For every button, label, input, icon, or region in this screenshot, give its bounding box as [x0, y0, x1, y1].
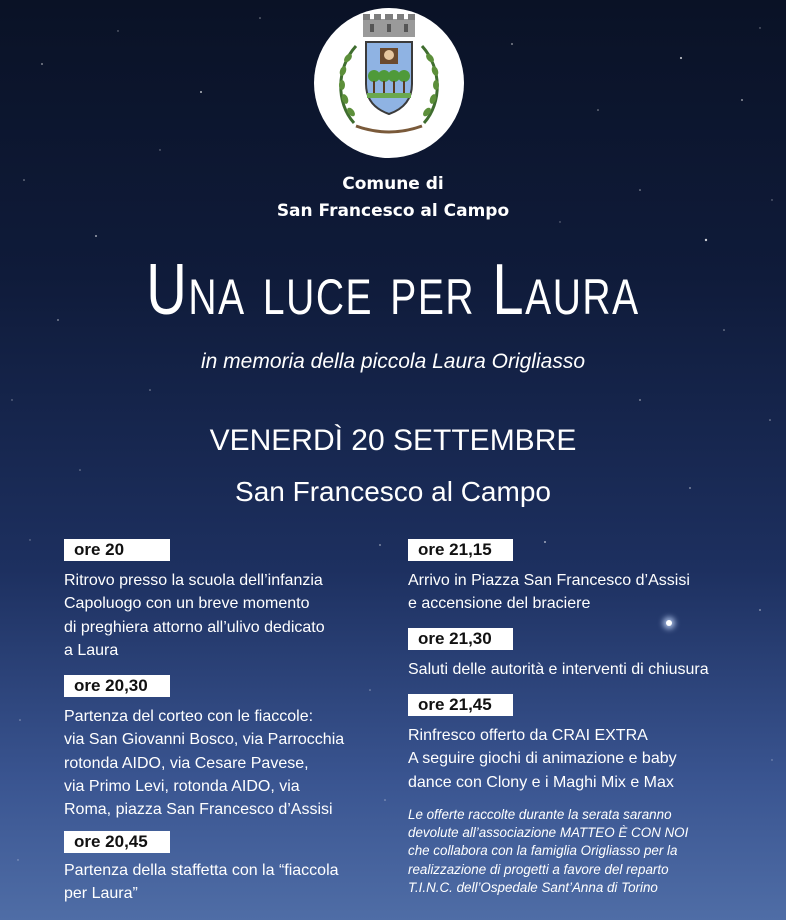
schedule-description: Partenza del corteo con le fiaccole: via San Giovanni Bosco, via Parrocchia rotonda AIDO, via Cesare Pavese, via Primo Levi, rotonda AIDO, via Roma, piazza San Francesco d’Assisi: [64, 708, 345, 819]
time-badge: ore 21,45: [408, 694, 513, 716]
time-badge: ore 20,30: [64, 675, 170, 697]
comune-name: San Francesco al Campo: [276, 201, 510, 221]
municipal-coat-of-arms-icon: [314, 8, 464, 158]
time-badge: ore 21,15: [408, 539, 513, 561]
schedule-description: Ritrovo presso la scuola dell’infanzia Capoluogo con un breve momento di preghiera attorno all’ulivo dedicato a Laura: [64, 572, 325, 659]
schedule-description: Saluti delle autorità e interventi di chiusura: [408, 661, 709, 678]
time-badge: ore 20: [64, 539, 170, 561]
event-date: VENERDÌ 20 SETTEMBRE: [209, 424, 577, 457]
event-title: Una luce per Laura: [146, 250, 640, 330]
schedule-description: Rinfresco offerto da CRAI EXTRA A seguire giochi di animazione e baby dance con Clony e i Maghi Mix e Max: [408, 727, 677, 791]
event-subtitle: in memoria della piccola Laura Origliasso: [200, 350, 585, 373]
time-badge: ore 20,45: [64, 831, 170, 853]
event-place: San Francesco al Campo: [235, 476, 551, 507]
donation-note: Le offerte raccolte durante la serata saranno devolute all’associazione MATTEO È CON NOI che collabora con la famiglia Origliasso per la realizzazione di progetti a favore del reparto T.I.N.C. dell’Ospedale Sant’Anna di Torino: [408, 807, 689, 895]
schedule-description: Arrivo in Piazza San Francesco d’Assisi e accensione del braciere: [408, 572, 690, 613]
time-badge: ore 21,30: [408, 628, 513, 650]
schedule-description: Partenza della staffetta con la “fiaccola per Laura”: [64, 862, 339, 903]
comune-label: Comune di: [342, 174, 444, 194]
bright-star: [666, 620, 672, 626]
